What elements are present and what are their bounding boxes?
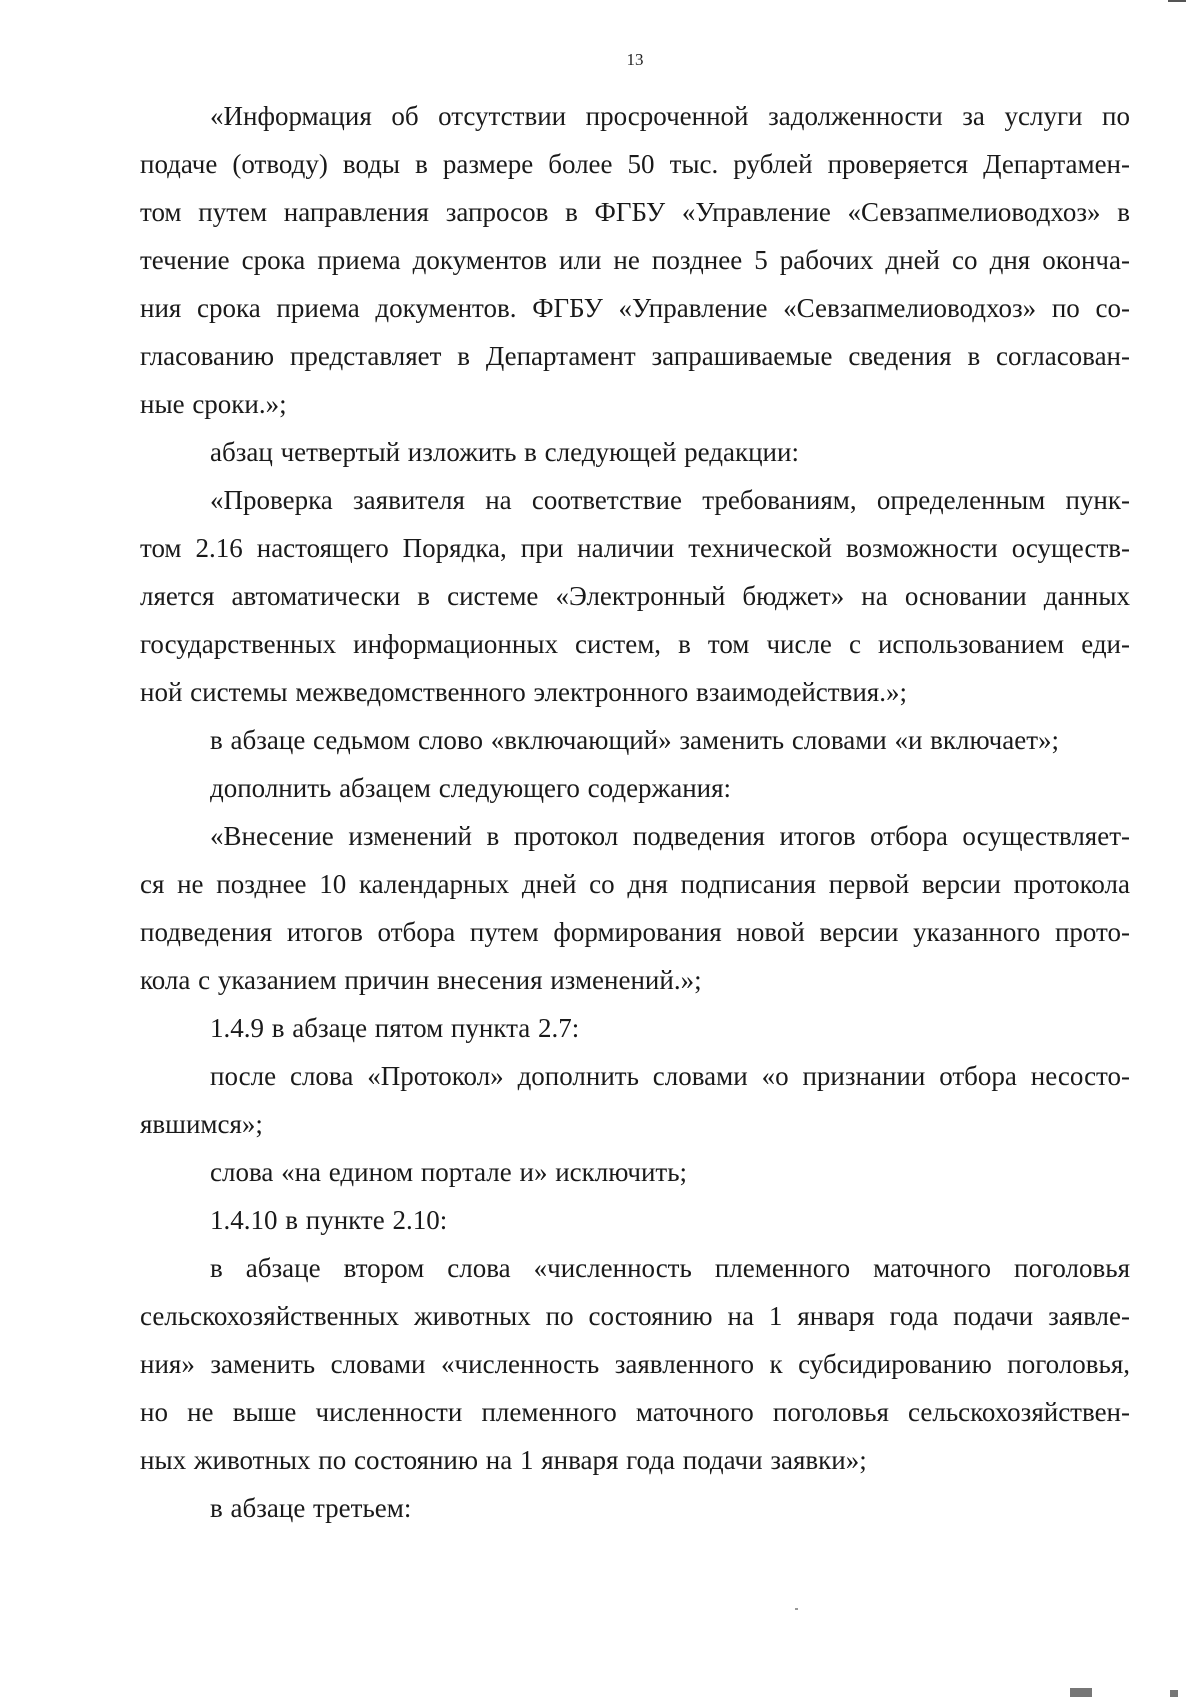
text-line: после слова «Протокол» дополнить словами «о признании отбора несосто- bbox=[210, 1061, 1130, 1091]
text-line: 1.4.10 в пункте 2.10: bbox=[210, 1205, 448, 1235]
text-line: том путем направления запросов в ФГБУ «Управление «Севзапмелиоводхоз» в bbox=[140, 197, 1130, 227]
text-line: ния» заменить словами «численность заявленного к субсидированию поголовья, bbox=[140, 1349, 1130, 1379]
paragraph bbox=[140, 1148, 1130, 1196]
paragraph bbox=[140, 476, 1130, 716]
paragraph bbox=[140, 428, 1130, 476]
paragraph bbox=[140, 1004, 1130, 1052]
text-line: абзац четвертый изложить в следующей редакции: bbox=[210, 437, 799, 467]
paragraph bbox=[140, 92, 1130, 428]
scan-mark-bottom-right bbox=[1070, 1688, 1092, 1697]
text-line: ные сроки.»; bbox=[140, 389, 287, 419]
text-line: государственных информационных систем, в том числе с использованием еди- bbox=[140, 629, 1130, 659]
text-line: слова «на едином портале и» исключить; bbox=[210, 1157, 688, 1187]
paragraph bbox=[140, 716, 1130, 764]
text-line: явшимся»; bbox=[140, 1109, 263, 1139]
text-line: ляется автоматически в системе «Электронный бюджет» на основании данных bbox=[140, 581, 1130, 611]
paragraph bbox=[140, 1196, 1130, 1244]
scan-dot bbox=[795, 1608, 798, 1610]
text-line: подаче (отводу) воды в размере более 50 тыс. рублей проверяется Департамен- bbox=[140, 149, 1130, 179]
text-line: кола с указанием причин внесения изменений.»; bbox=[140, 965, 702, 995]
text-line: сельскохозяйственных животных по состоянию на 1 января года подачи заявле- bbox=[140, 1301, 1130, 1331]
text-line: ся не позднее 10 календарных дней со дня подписания первой версии протокола bbox=[140, 869, 1130, 899]
paragraph bbox=[140, 812, 1130, 1004]
text-line: течение срока приема документов или не позднее 5 рабочих дней со дня оконча- bbox=[140, 245, 1130, 275]
text-line: ния срока приема документов. ФГБУ «Управление «Севзапмелиоводхоз» по со- bbox=[140, 293, 1130, 323]
text-line: дополнить абзацем следующего содержания: bbox=[210, 773, 732, 803]
scan-mark-top-right bbox=[1168, 0, 1186, 2]
text-line: ной системы межведомственного электронного взаимодействия.»; bbox=[140, 677, 907, 707]
paragraph bbox=[140, 1052, 1130, 1148]
text-line: гласованию представляет в Департамент запрашиваемые сведения в согласован- bbox=[140, 341, 1130, 371]
paragraph bbox=[140, 1244, 1130, 1484]
page-number: 13 bbox=[626, 50, 644, 69]
text-line: но не выше численности племенного маточного поголовья сельскохозяйствен- bbox=[140, 1397, 1130, 1427]
scan-mark-bottom-edge bbox=[1170, 1690, 1178, 1697]
text-line: в абзаце третьем: bbox=[210, 1493, 412, 1523]
text-line: подведения итогов отбора путем формирования новой версии указанного прото- bbox=[140, 917, 1130, 947]
paragraph bbox=[140, 1484, 1130, 1532]
text-line: 1.4.9 в абзаце пятом пункта 2.7: bbox=[210, 1013, 580, 1043]
paragraph bbox=[140, 764, 1130, 812]
text-line: «Внесение изменений в протокол подведения итогов отбора осуществляет- bbox=[210, 821, 1130, 851]
text-line: том 2.16 настоящего Порядка, при наличии технической возможности осуществ- bbox=[140, 533, 1130, 563]
text-line: в абзаце седьмом слово «включающий» заменить словами «и включает»; bbox=[210, 725, 1060, 755]
text-line: ных животных по состоянию на 1 января года подачи заявки»; bbox=[140, 1445, 867, 1475]
text-line: «Информация об отсутствии просроченной задолженности за услуги по bbox=[210, 101, 1130, 131]
document-body bbox=[140, 92, 1130, 1532]
text-line: в абзаце втором слова «численность племенного маточного поголовья bbox=[210, 1253, 1130, 1283]
text-line: «Проверка заявителя на соответствие требованиям, определенным пунк- bbox=[210, 485, 1130, 515]
